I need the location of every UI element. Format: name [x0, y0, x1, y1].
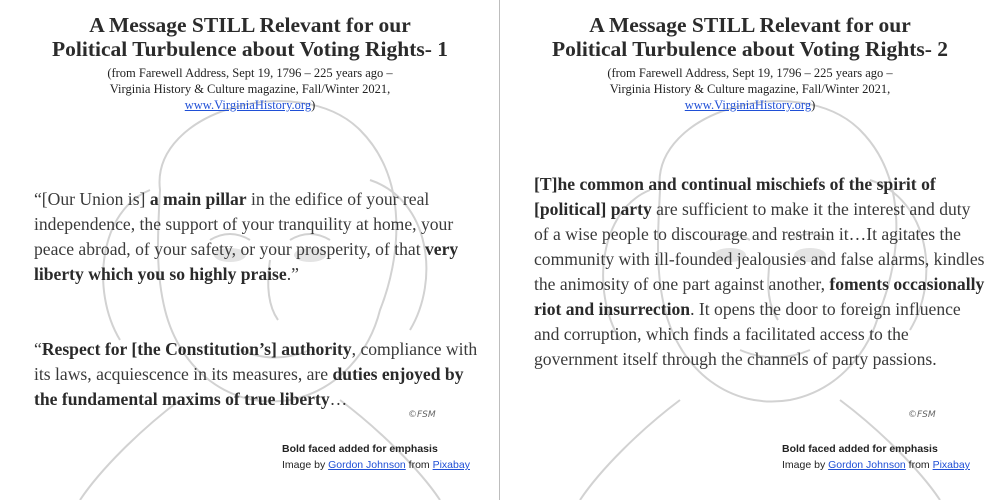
quote-party-spirit — [534, 172, 986, 372]
quote-text: , compliance with its laws, acquiescence in its measures, are — [34, 339, 478, 384]
quote-emphasis: duties enjoyed by the fundamental maxims of true liberty — [34, 364, 464, 409]
emphasis-note: Bold faced added for emphasis — [782, 443, 938, 455]
quote-text: .” — [286, 264, 299, 284]
fsm-watermark: ©FSM — [908, 410, 936, 420]
credit-site-link[interactable]: Pixabay — [432, 459, 470, 471]
page-title-line-1: A Message STILL Relevant for our — [589, 13, 911, 37]
credit-author-link[interactable]: Gordon Johnson — [828, 459, 906, 471]
source-line-3 — [0, 98, 500, 113]
quote-text: … — [329, 389, 348, 409]
source-close-paren: ) — [311, 98, 316, 112]
page-title-line-2: Political Turbulence about Voting Rights- 2 — [551, 37, 949, 61]
source-line-2: Virginia History & Culture magazine, Fall/Winter 2021, — [609, 82, 891, 96]
emphasis-note: Bold faced added for emphasis — [282, 443, 438, 455]
fsm-watermark: ©FSM — [408, 410, 436, 420]
page-title-line-2: Political Turbulence about Voting Rights- 1 — [51, 37, 449, 61]
image-credit — [282, 458, 470, 473]
quote-emphasis: [T]he common and continual mischiefs of the spirit of [political] party — [534, 174, 936, 219]
quote-text: are sufficient to make it the interest and duty of a wise people to discourage and restrain it…It agitates the community with ill-founded jealousies and false alarms, kindles the animosity of one part against another, — [534, 199, 985, 294]
source-line-1: (from Farewell Address, Sept 19, 1796 – 225 years ago – — [607, 66, 893, 80]
virginia-history-link[interactable]: www.VirginiaHistory.org — [684, 98, 812, 112]
credit-text: Image by — [782, 459, 829, 471]
quote-emphasis: Respect for [the Constitution’s] authority — [41, 339, 352, 359]
page-title-line-1: A Message STILL Relevant for our — [89, 13, 411, 37]
quote-emphasis: a main pillar — [149, 189, 247, 209]
source-line-3 — [500, 98, 1000, 113]
quote-emphasis: very liberty which you so highly praise — [34, 239, 459, 284]
quote-union — [34, 187, 486, 287]
quote-constitution — [34, 337, 486, 412]
credit-site-link[interactable]: Pixabay — [932, 459, 970, 471]
credit-text: from — [905, 459, 933, 471]
quote-text: “[Our Union is] — [34, 189, 150, 209]
slide-panel-2 — [500, 0, 1000, 500]
virginia-history-link[interactable]: www.VirginiaHistory.org — [184, 98, 312, 112]
quote-emphasis: foments occasionally riot and insurrection — [534, 274, 985, 319]
source-line-1: (from Farewell Address, Sept 19, 1796 – 225 years ago – — [107, 66, 393, 80]
credit-text: Image by — [282, 459, 329, 471]
credit-author-link[interactable]: Gordon Johnson — [328, 459, 406, 471]
quote-text: “ — [34, 339, 42, 359]
credit-text: from — [405, 459, 433, 471]
source-line-2: Virginia History & Culture magazine, Fall/Winter 2021, — [109, 82, 391, 96]
source-close-paren: ) — [811, 98, 816, 112]
quote-text: . It opens the door to foreign influence and corruption, which finds a facilitated access to the government itself through the channels of party passions. — [534, 299, 961, 369]
quote-text: in the edifice of your real independence, the support of your tranquility at home, your peace abroad, of your safety, or your prosperity, of that — [34, 189, 454, 259]
image-credit — [782, 458, 970, 473]
